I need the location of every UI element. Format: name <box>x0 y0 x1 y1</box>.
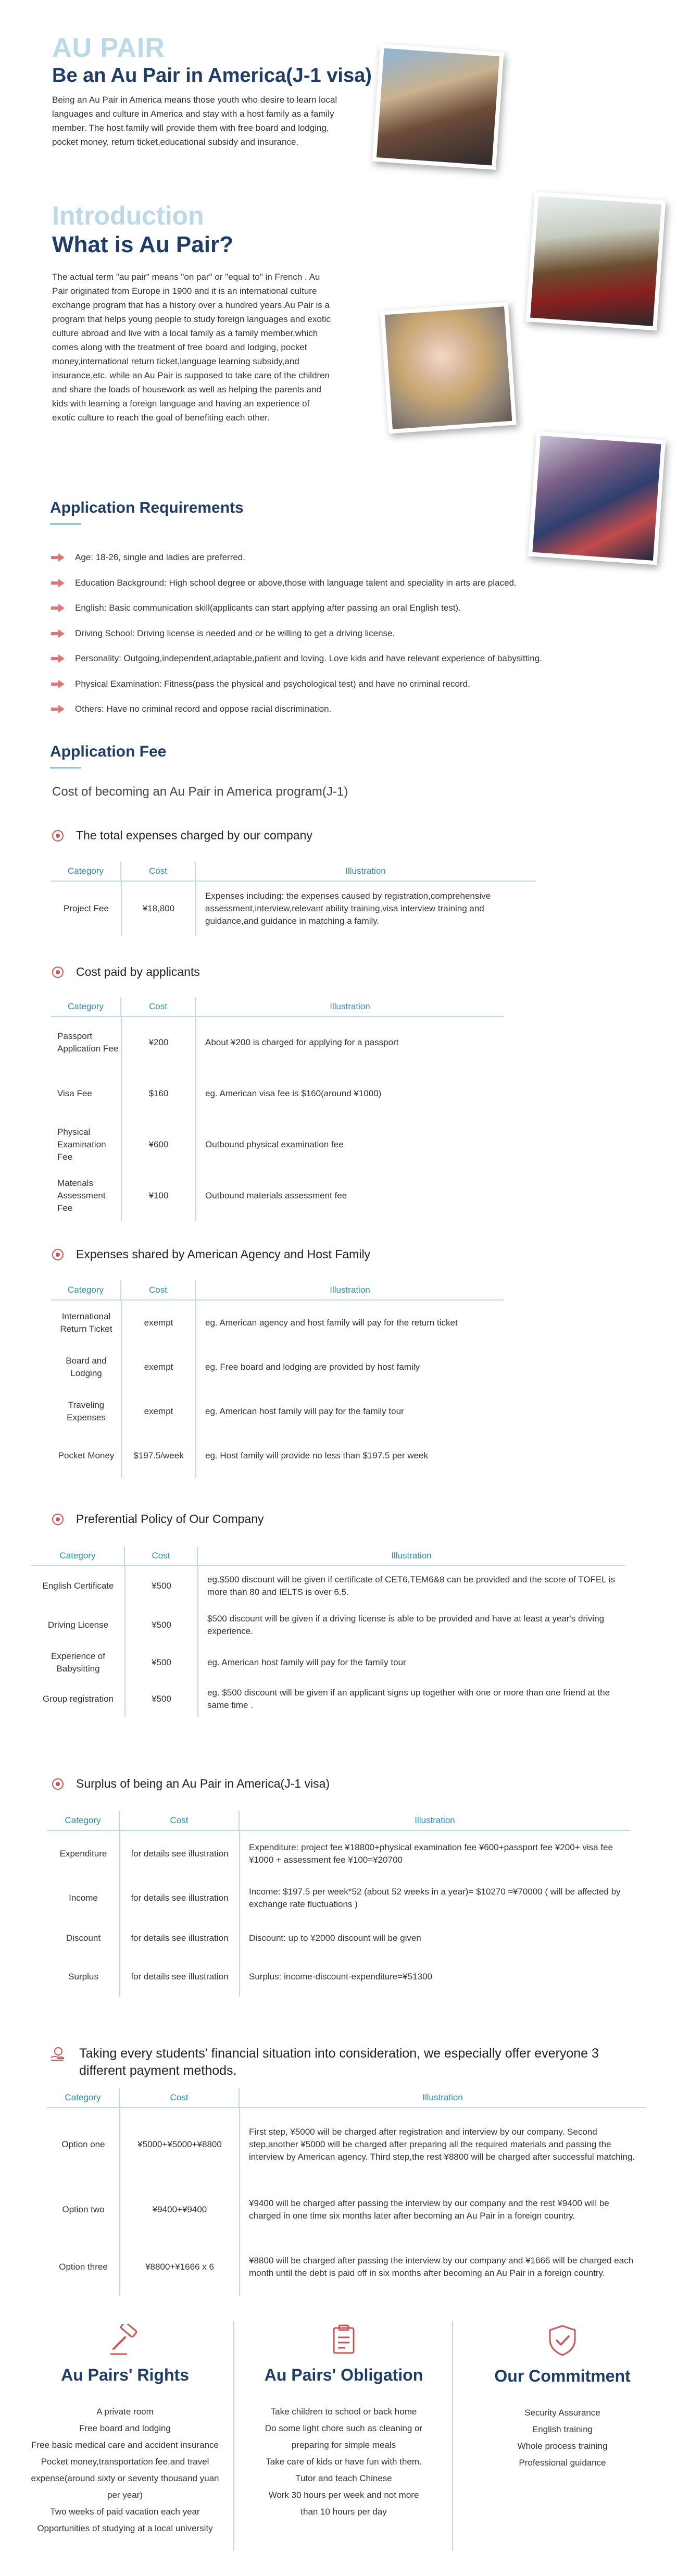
requirement-item: Education Background: High school degree or above,those with language talent and speciality in arts are placed. <box>50 571 623 596</box>
shared-expenses-table <box>51 1281 504 1478</box>
obligation-lines: Take children to school or back home Do some light chore such as cleaning or preparing for simple meals Take care of kids or have fun with them. Tutor and teach Chinese Work 30 hours per week and not more than 10 hours per day <box>265 2407 423 2517</box>
arrow-right-icon <box>50 603 66 613</box>
table-row: Option one ¥5000+¥5000+¥8800 First step, ¥5000 will be charged after registration and interview by our company. Second step,another ¥5000 will be charged after preparing all the required materials and passing the interview by American agency. Third step,the rest ¥8800 will be charged after successful matching. <box>61 2127 635 2162</box>
table-row: Income for details see illustration Income: $197.5 per week*52 (about 52 weeks in a year)= $10270 ≈¥70000 ( will be affected by exchange rate fluctuations ) <box>69 1887 621 1909</box>
photo-girl-laughing <box>380 302 517 434</box>
table-header <box>51 862 535 882</box>
rights-lines: A private room Free board and lodging Free basic medical care and accident insurance Pocket money,transportation fee,and travel expense(around sixty or seventy thousand yuan per year) Two weeks of paid vacation each year Opportunities of studying at a local university <box>31 2407 219 2533</box>
table-row: Project Fee ¥18,800 Expenses including: the expenses caused by registration,comprehensive assessment,interview,relevant ability training,visa interview training and guidance,and guidance in matching a family. <box>64 891 491 926</box>
bullet-circle-icon <box>52 1249 64 1260</box>
payment-methods-table <box>47 2088 646 2296</box>
bullet-circle-icon <box>52 1514 64 1525</box>
bullet-circle-icon <box>52 1778 64 1790</box>
table-row: Materials Assessment Fee ¥100 Outbound materials assessment fee <box>57 1178 347 1213</box>
table-row: Group registration ¥500 eg. $500 discount will be given if an applicant signs up together with one or more than one friend at the same time . <box>42 1688 610 1710</box>
arrow-right-icon <box>50 704 66 714</box>
intro-kicker: Introduction <box>52 201 204 230</box>
arrow-right-icon <box>50 629 66 638</box>
requirement-item: Others: Have no criminal record and oppose racial discrimination. <box>50 697 623 722</box>
fee-title: Application Fee <box>50 743 167 760</box>
gavel-icon <box>106 2324 144 2356</box>
photo-girl-street <box>372 44 504 170</box>
requirement-item: English: Basic communication skill(applicants can start applying after passing an oral English test). <box>50 596 623 621</box>
shared-expenses-heading: Expenses shared by American Agency and Host Family <box>52 1247 370 1261</box>
hero-kicker: AU PAIR <box>52 33 165 63</box>
arrow-right-icon <box>50 654 66 663</box>
table-header: Category Cost Illustration <box>47 1811 630 1831</box>
obligation-title: Au Pairs' Obligation <box>264 2366 423 2384</box>
requirement-item: Personality: Outgoing,independent,adaptable,patient and loving. Love kids and have relevant experience of babysitting. <box>50 646 623 672</box>
surplus-heading: Surplus of being an Au Pair in America(J-1 visa) <box>52 1777 330 1791</box>
applicant-costs-table <box>51 997 504 1221</box>
table-row: Board and Lodging exempt eg. Free board and lodging are provided by host family <box>66 1355 420 1378</box>
requirements-list <box>50 545 623 722</box>
fee-subtitle: Cost of becoming an Au Pair in America program(J-1) <box>52 785 348 799</box>
rights-column <box>21 2324 229 2537</box>
table-header: Category Cost Illustration <box>51 997 504 1017</box>
applicant-costs-heading: Cost paid by applicants <box>52 965 200 979</box>
commitment-lines: Security Assurance English training Whole process training Professional guidance <box>517 2408 608 2468</box>
table-row: Pocket Money $197.5/week eg. Host family will provide no less than $197.5 per week <box>58 1450 429 1460</box>
arrow-right-icon <box>50 578 66 588</box>
bullet-circle-icon <box>52 830 64 841</box>
table-row: Discount for details see illustration Discount: up to ¥2000 discount will be given <box>66 1933 421 1943</box>
table-header: Category Cost Illustration <box>51 1281 504 1301</box>
requirement-item: Driving School: Driving license is needed and or be willing to get a driving license. <box>50 621 623 647</box>
table-row: Option three ¥8800+¥1666 x 6 ¥8800 will be charged after passing the interview by our company and ¥1666 will be charged each month until the debt is paid off in six months after becoming an Au Pair in a foreign country. <box>59 2256 634 2278</box>
table-row: Experience of Babysitting ¥500 eg. American host family will pay for the family tour <box>51 1651 406 1674</box>
table-row: Option two ¥9400+¥9400 ¥9400 will be charged after passing the interview by our company and the rest ¥9400 will be charged in one time six months later after becoming an Au Pair in a foreign country. <box>62 2198 609 2221</box>
arrow-right-icon <box>50 679 66 689</box>
table-row: Traveling Expenses exempt eg. American host family will pay for the family tour <box>67 1400 404 1422</box>
money-hand-icon <box>50 2046 66 2062</box>
table-row: English Certificate ¥500 eg.$500 discount will be given if certificate of CET6,TEM6&8 can be provided and the score of TOFEL is more than 80 and IELTS is over 6.5. <box>42 1574 616 1597</box>
preferential-policy-table <box>31 1546 625 1717</box>
header-illustration: Illustration <box>345 866 386 876</box>
preferential-policy-heading: Preferential Policy of Our Company <box>52 1512 264 1526</box>
requirement-item: Age: 18-26, single and ladies are preferred. <box>50 545 623 571</box>
payment-methods-heading: Taking every students' financial situation into consideration, we especially offer everyone 3 different payment methods. <box>50 2045 638 2079</box>
shield-check-icon <box>547 2324 578 2357</box>
table-row: Driving License ¥500 $500 discount will be given if a driving license is able to be provided and have at least a year's driving experience. <box>47 1613 605 1636</box>
table-row: International Return Ticket exempt eg. American agency and host family will pay for the return ticket <box>60 1311 458 1334</box>
company-expenses-table <box>51 862 535 936</box>
header-cost: Cost <box>121 862 196 881</box>
header-category: Category <box>51 862 121 881</box>
column-divider <box>233 2321 234 2550</box>
requirement-item: Physical Examination: Fitness(pass the physical and psychological test) and have no criminal record. <box>50 672 623 697</box>
fee-underline <box>50 767 81 769</box>
requirements-title: Application Requirements <box>50 499 244 516</box>
requirements-underline <box>50 523 81 525</box>
photo-man-outdoors <box>526 192 666 331</box>
rights-title: Au Pairs' Rights <box>61 2366 189 2384</box>
table-row: Expenditure for details see illustration Expenditure: project fee ¥18800+physical examination fee ¥600+passport fee ¥200+ visa fee ¥1000 + assessment fee ¥100=¥20700 <box>59 1842 613 1865</box>
table-row: Physical Examination Fee ¥600 Outbound physical examination fee <box>57 1127 344 1162</box>
intro-text: The actual term "au pair" means "on par" or "equal to" in French . Au Pair originated from Europe in 1900 and it is an international culture exchange program that has a history over a hundred years.Au Pair is a program that helps young people to study foreign languages and exotic culture abroad and live with a local family as a family member,which comes along with the treatment of free board and lodging, pocket money,international return ticket,language learning subsidy,and insurance,etc. while an Au Pair is supposed to take care of the children and share the loads of housework as well as helping the parents and kids with learning a foreign language and having an experience of exotic culture to reach the goal of benefiting each other. <box>52 272 331 423</box>
table-row: Passport Application Fee ¥200 About ¥200 is charged for applying for a passport <box>57 1031 399 1054</box>
intro-title: What is Au Pair? <box>52 232 233 257</box>
table-row: Surplus for details see illustration Surplus: income-discount-expenditure=¥51300 <box>68 1972 433 1981</box>
arrow-right-icon <box>50 553 66 562</box>
commitment-column <box>458 2324 667 2471</box>
commitment-title: Our Commitment <box>494 2367 631 2385</box>
company-expenses-heading: The total expenses charged by our company <box>52 828 312 843</box>
table-header: Category Cost Illustration <box>31 1546 625 1566</box>
clipboard-icon <box>328 2324 360 2356</box>
obligation-column <box>240 2324 448 2520</box>
table-row: Visa Fee $160 eg. American visa fee is $160(around ¥1000) <box>57 1088 382 1098</box>
surplus-table <box>47 1811 630 1997</box>
hero-text: Being an Au Pair in America means those youth who desire to learn local languages and culture in America and stay with a host family as a family member. The host family will provide them with free board and lodging, pocket money, return ticket,educational subsidy and insurance. <box>52 95 337 147</box>
hero-title: Be an Au Pair in America(J-1 visa) <box>52 65 372 86</box>
table-header: Category Cost Illustration <box>47 2088 646 2108</box>
bullet-circle-icon <box>52 967 64 978</box>
column-divider <box>452 2321 453 2550</box>
